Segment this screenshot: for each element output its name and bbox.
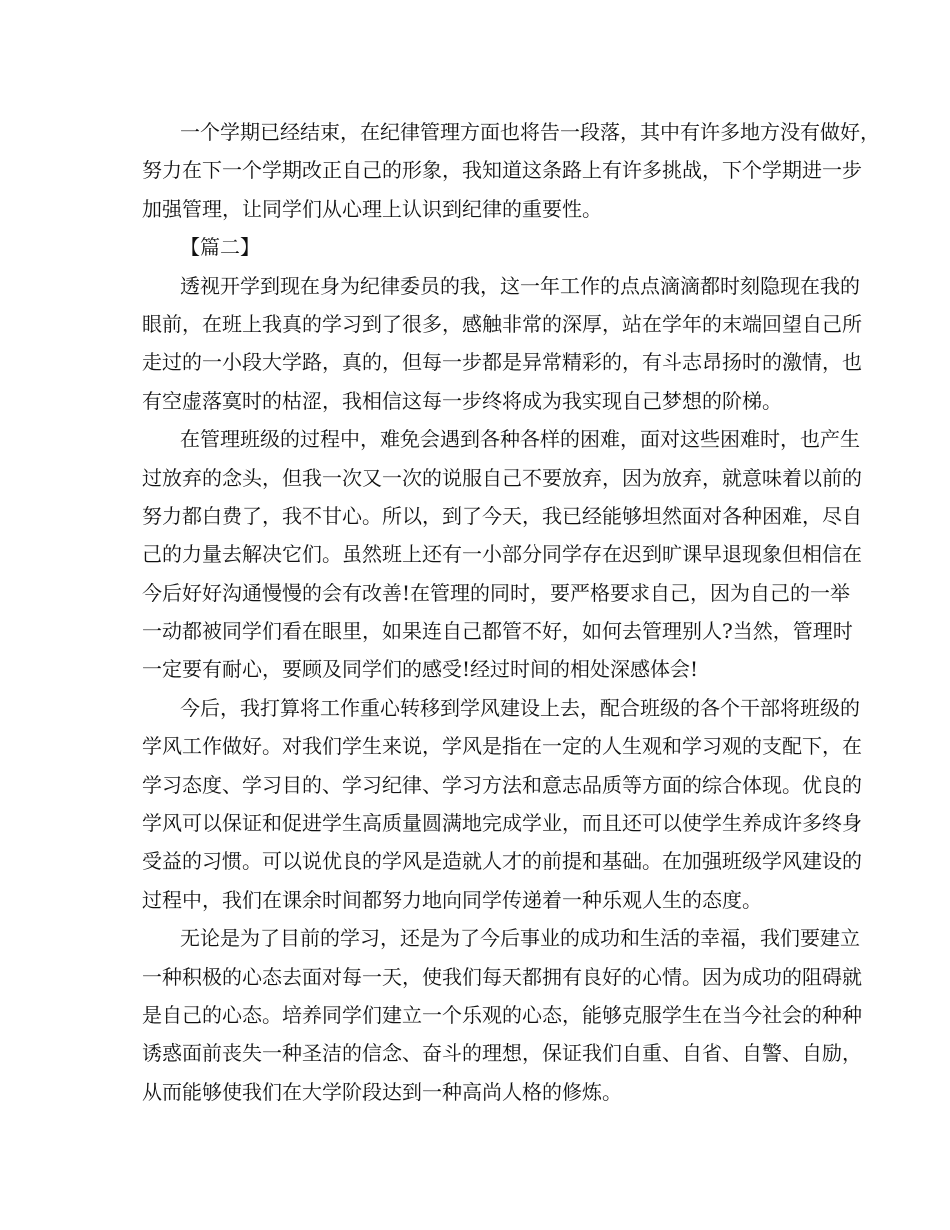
text-line: 加强管理，让同学们从心理上认识到纪律的重要性。 <box>142 196 602 221</box>
paragraph <box>142 689 862 919</box>
text-line: 有空虚落寞时的枯涩，我相信这每一步终将成为我实现自己梦想的阶梯。 <box>142 388 782 413</box>
text-line: 诱惑面前丧失一种圣洁的信念、奋斗的理想，保证我们自重、自省、自警、自励， <box>142 1041 862 1066</box>
text-line: 眼前，在班上我真的学习到了很多，感触非常的深厚，站在学年的末端回望自己所 <box>142 311 862 336</box>
text-line: 无论是为了目前的学习，还是为了今后事业的成功和生活的幸福，我们要建立 <box>180 926 860 951</box>
text-line: 学风可以保证和促进学生高质量圆满地完成学业，而且还可以使学生养成许多终身 <box>142 811 862 836</box>
text-line: 走过的一小段大学路，真的，但每一步都是异常精彩的，有斗志昂扬时的激情，也 <box>142 350 862 375</box>
text-line: 受益的习惯。可以说优良的学风是造就人才的前提和基础。在加强班级学风建设的 <box>142 849 862 874</box>
text-line: 努力都白费了，我不甘心。所以，到了今天，我已经能够坦然面对各种困难，尽自 <box>142 503 862 528</box>
text-line: 一动都被同学们看在眼里，如果连自己都管不好，如何去管理别人?当然，管理时 <box>142 619 853 644</box>
text-line: 今后，我打算将工作重心转移到学风建设上去，配合班级的各个干部将班级的 <box>180 695 860 720</box>
section-heading-text: 【篇二】 <box>180 235 260 260</box>
paragraph <box>142 420 862 689</box>
text-line: 今后好好沟通慢慢的会有改善!在管理的同时，要严格要求自己，因为自己的一举 <box>142 580 851 605</box>
text-line: 在管理班级的过程中，难免会遇到各种各样的困难，面对这些困难时，也产生 <box>180 427 860 452</box>
paragraph <box>142 919 862 1111</box>
text-line: 透视开学到现在身为纪律委员的我，这一年工作的点点滴滴都时刻隐现在我的 <box>180 273 860 298</box>
text-line: 过程中，我们在课余时间都努力地向同学传递着一种乐观人生的态度。 <box>142 887 762 912</box>
text-line: 从而能够使我们在大学阶段达到一种高尚人格的修炼。 <box>142 1079 622 1104</box>
text-line: 一种积极的心态去面对每一天，使我们每天都拥有良好的心情。因为成功的阻碍就 <box>142 964 862 989</box>
text-line: 努力在下一个学期改正自己的形象，我知道这条路上有许多挑战，下个学期进一步 <box>142 158 862 183</box>
text-line: 一个学期已经结束，在纪律管理方面也将告一段落，其中有许多地方没有做好， <box>180 120 880 144</box>
text-line: 学风工作做好。对我们学生来说，学风是指在一定的人生观和学习观的支配下，在 <box>142 734 862 759</box>
text-line: 己的力量去解决它们。虽然班上还有一小部分同学存在迟到旷课早退现象但相信在 <box>142 542 862 567</box>
text-line: 过放弃的念头，但我一次又一次的说服自己不要放弃，因为放弃，就意味着以前的 <box>142 465 862 490</box>
section-heading <box>142 228 814 266</box>
text-line: 是自己的心态。培养同学们建立一个乐观的心态，能够克服学生在当今社会的种种 <box>142 1002 862 1027</box>
paragraph <box>142 113 880 228</box>
document-body <box>142 113 880 1111</box>
text-line: 一定要有耐心，要顾及同学们的感受!经过时间的相处深感体会! <box>142 657 699 682</box>
paragraph <box>142 267 862 421</box>
text-line: 学习态度、学习目的、学习纪律、学习方法和意志品质等方面的综合体现。优良的 <box>142 772 862 797</box>
